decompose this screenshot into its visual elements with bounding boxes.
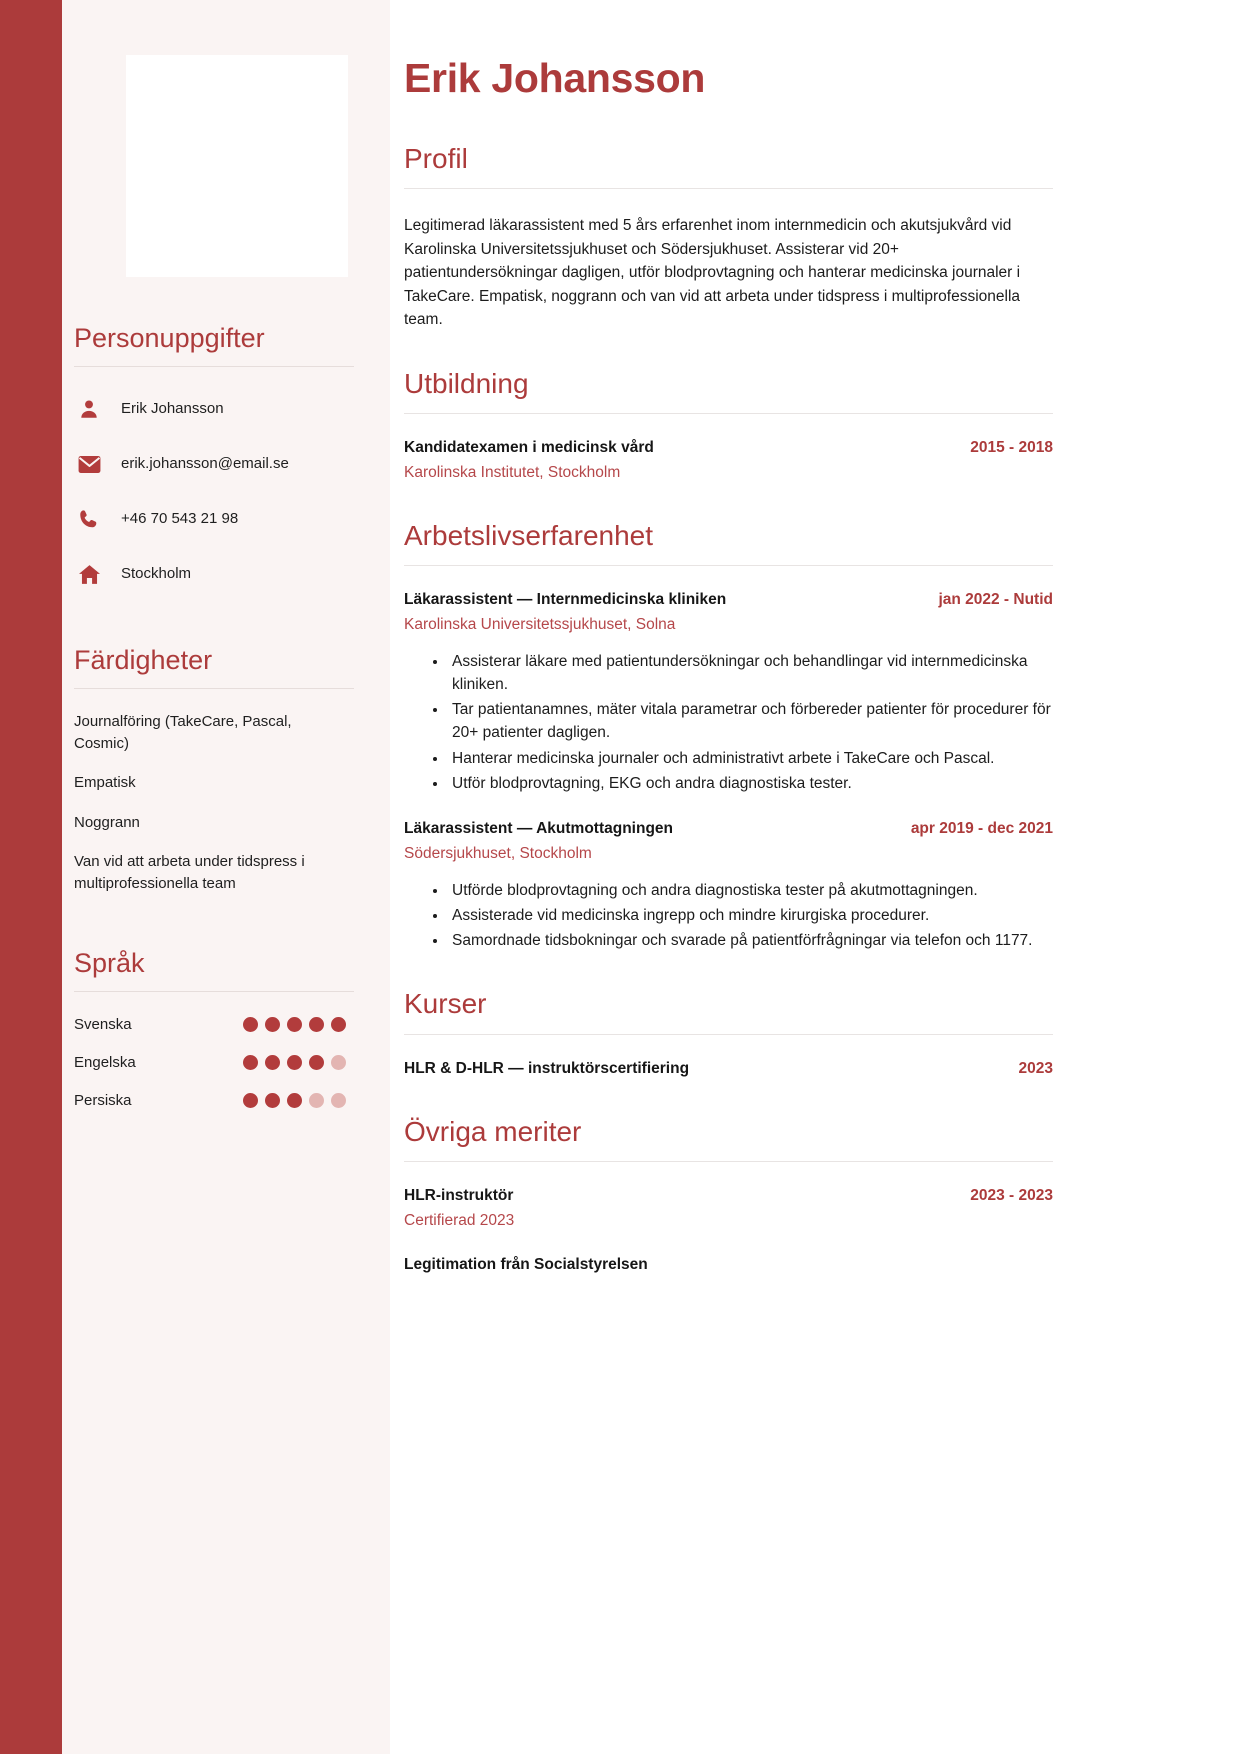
languages-section — [74, 912, 354, 1109]
profile-photo-placeholder — [126, 55, 348, 277]
cv-entry — [404, 819, 1053, 952]
section-profile — [404, 143, 1053, 332]
entry-title: Legitimation från Socialstyrelsen — [404, 1256, 648, 1274]
cv-entry — [404, 1255, 1053, 1276]
entry-header — [404, 590, 1053, 611]
contact-row[interactable] — [74, 444, 354, 484]
section-education — [404, 368, 1053, 484]
language-level-dots — [243, 1093, 346, 1108]
contact-list — [74, 389, 354, 594]
entry-date: 2023 — [1018, 1059, 1053, 1077]
other-merits-heading: Övriga meriter — [404, 1115, 582, 1147]
language-name: Svenska — [74, 1016, 132, 1034]
left-accent-bar — [0, 0, 62, 1754]
entry-date: 2015 - 2018 — [970, 439, 1053, 457]
language-level-dot — [243, 1017, 258, 1032]
entry-date: jan 2022 - Nutid — [938, 591, 1053, 608]
language-level-dot — [243, 1093, 258, 1108]
language-level-dot — [287, 1017, 302, 1032]
language-level-dot — [287, 1093, 302, 1108]
language-level-dot — [243, 1055, 258, 1070]
contact-row[interactable] — [74, 554, 354, 594]
education-heading: Utbildning — [404, 368, 529, 400]
other-merits-divider — [404, 1161, 1053, 1162]
entry-date: apr 2019 - dec 2021 — [910, 820, 1053, 838]
skill-item: Empatisk — [74, 774, 136, 792]
language-level-dot — [331, 1055, 346, 1070]
profile-heading: Profil — [404, 143, 468, 175]
education-divider — [404, 413, 1053, 414]
language-level-dot — [265, 1093, 280, 1108]
contact-value: Erik Johansson — [121, 400, 224, 418]
profile-divider — [404, 188, 1053, 189]
experience-heading: Arbetslivserfarenhet — [404, 519, 654, 551]
entry-bullet: • Utförde blodprovtagning och andra diagnostiska tester på akutmottagningen. — [448, 879, 1053, 902]
language-name: Persiska — [74, 1092, 132, 1110]
entry-bullet: • Tar patientanamnes, mäter vitala parametrar och förbereder patienter för procedurer för 20+ patienter dagligen. — [448, 698, 1053, 745]
person-icon — [78, 398, 114, 420]
contact-value: erik.johansson@email.se — [121, 455, 289, 473]
entry-bullet: • Samordnade tidsbokningar och svarade på patientförfrågningar via telefon och 1177. — [448, 929, 1053, 952]
personal-details-divider — [74, 366, 354, 367]
skill-list — [74, 711, 354, 895]
language-level-dots — [243, 1055, 346, 1070]
entry-header — [404, 438, 1053, 459]
entry-header — [404, 819, 1053, 840]
courses-divider — [404, 1034, 1053, 1035]
languages-heading: Språk — [74, 948, 145, 979]
language-name: Engelska — [74, 1054, 136, 1072]
entry-title: HLR & D-HLR — instruktörscertifiering — [404, 1059, 690, 1077]
language-level-dot — [331, 1017, 346, 1032]
skill-item: Noggrann — [74, 813, 140, 831]
contact-row[interactable] — [74, 389, 354, 429]
entry-title: Läkarassistent — Internmedicinska kliniken — [404, 591, 727, 608]
entry-header — [404, 1186, 1053, 1207]
cv-entry — [404, 1059, 1053, 1080]
language-list — [74, 1016, 354, 1109]
contact-value: +46 70 543 21 98 — [121, 510, 239, 528]
page-title: Erik Johansson — [404, 55, 706, 101]
cv-entry — [404, 590, 1053, 795]
entry-organisation: Södersjukhuset, Stockholm — [404, 845, 592, 863]
cv-entry — [404, 1186, 1053, 1232]
experience-entry-list — [404, 590, 1053, 952]
section-courses — [404, 988, 1053, 1079]
entry-organisation: Karolinska Universitetssjukhuset, Solna — [404, 615, 676, 633]
entry-bullet: • Assisterade vid medicinska ingrepp och mindre kirurgiska procedurer. — [448, 904, 1053, 927]
skill-item: Van vid att arbeta under tidspress i multiprofessionella team — [74, 852, 305, 893]
language-level-dot — [265, 1017, 280, 1032]
personal-details-heading: Personuppgifter — [74, 323, 265, 353]
entry-header — [404, 1255, 1053, 1276]
language-level-dot — [331, 1093, 346, 1108]
skill-item: Journalföring (TakeCare, Pascal, Cosmic) — [74, 713, 292, 753]
entry-title: Kandidatexamen i medicinsk vård — [404, 439, 654, 457]
section-other-merits — [404, 1116, 1053, 1277]
skills-section — [74, 609, 354, 895]
section-experience — [404, 520, 1053, 953]
courses-heading: Kurser — [404, 988, 487, 1020]
envelope-icon — [78, 455, 114, 474]
personal-details-section — [74, 277, 354, 594]
entry-bullet: • Assisterar läkare med patientundersökningar och behandlingar vid internmedicinska kliniken. — [448, 650, 1053, 697]
entry-header — [404, 1059, 1053, 1080]
language-level-dot — [287, 1055, 302, 1070]
skills-divider — [74, 688, 354, 689]
experience-divider — [404, 565, 1053, 566]
main-content — [390, 0, 1241, 1754]
entry-bullet-list — [432, 879, 1053, 953]
sidebar — [62, 0, 390, 1754]
cv-entry — [404, 438, 1053, 484]
courses-entry-list — [404, 1059, 1053, 1080]
contact-row[interactable] — [74, 499, 354, 539]
other-merits-entry-list — [404, 1186, 1053, 1277]
education-entry-list — [404, 438, 1053, 484]
language-row — [74, 1092, 354, 1109]
entry-bullet: • Utför blodprovtagning, EKG och andra diagnostiska tester. — [448, 772, 1053, 795]
skills-heading: Färdigheter — [74, 645, 213, 676]
entry-title: HLR-instruktör — [404, 1186, 514, 1204]
language-row — [74, 1016, 354, 1033]
entry-organisation: Karolinska Institutet, Stockholm — [404, 464, 621, 482]
entry-title: Läkarassistent — Akutmottagningen — [404, 820, 674, 838]
entry-bullet: • Hanterar medicinska journaler och administrativt arbete i TakeCare och Pascal. — [448, 747, 1053, 770]
entry-bullet-list — [432, 650, 1053, 796]
language-level-dot — [309, 1055, 324, 1070]
home-icon — [78, 564, 114, 585]
entry-date: 2023 - 2023 — [970, 1186, 1053, 1204]
profile-text: Legitimerad läkarassistent med 5 års erfarenhet inom internmedicin och akutsjukvård vid Karolinska Universitetssjukhuset och Södersjukhuset. Assisterar vid 20+ patientundersökningar dagligen, utför blodprovtagning och hanterar medicinska journaler i TakeCare. Empatisk, noggrann och van vid att arbeta under tidspress i multiprofessionella team. — [404, 217, 1021, 329]
phone-icon — [78, 508, 114, 530]
language-level-dots — [243, 1017, 346, 1032]
languages-divider — [74, 991, 354, 992]
language-level-dot — [265, 1055, 280, 1070]
language-level-dot — [309, 1017, 324, 1032]
language-row — [74, 1054, 354, 1071]
contact-value: Stockholm — [121, 565, 192, 583]
entry-organisation: Certifierad 2023 — [404, 1211, 515, 1229]
language-level-dot — [309, 1093, 324, 1108]
